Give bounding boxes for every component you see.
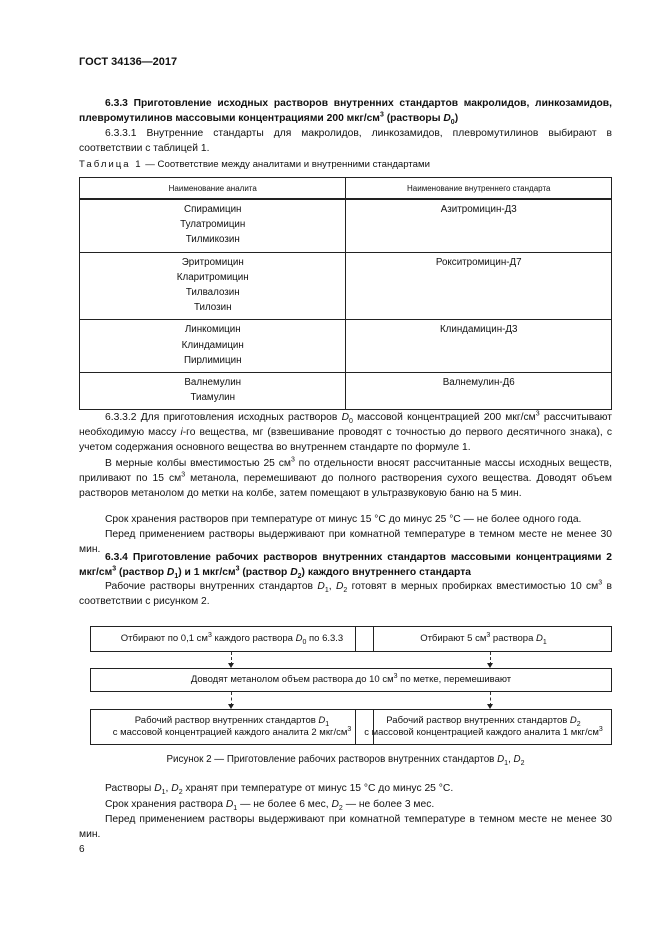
analyte-name: Тиамулин: [190, 392, 236, 404]
flow-step-take-d0: Отбирают по 0,1 $см^3$ каждого раствора $D_0$ по 6.3.3: [90, 626, 374, 652]
flow-result-d2: Рабочий раствор внутренних стандартов $D_2$ с массовой концентрацией каждого аналита 1 мкг/$см^3$: [355, 709, 612, 745]
table-row: [80, 320, 612, 373]
column-header-analyte: Наименование аналита: [80, 178, 346, 200]
standard-cell: [346, 373, 612, 410]
table-1: [79, 177, 612, 410]
analyte-name: Тилозин: [193, 302, 232, 314]
analyte-cell: [80, 320, 346, 373]
analyte-name: Тилвалозин: [185, 287, 240, 299]
paragraph-storage-temperature: Растворы $D_1$, $D_2$ хранят при температуре от минус 15 °С до минус 25 °С.: [105, 783, 454, 797]
document-header: ГОСТ 34136—2017: [79, 56, 178, 68]
flow-result-d1: Рабочий раствор внутренних стандартов $D_1$ с массовой концентрацией каждого аналита 2 мкг/$см^3$: [90, 709, 374, 745]
section-6-3-3-heading: 6.3.3 Приготовление исходных растворов внутренних стандартов макролидов, линкозамидов, плевромутилинов массовыми концентрациями 200 мкг/$см^3$ (растворы $D_0$): [79, 98, 612, 127]
flow-step-take-d1: Отбирают 5 $см^3$ раствора $D_1$: [355, 626, 612, 652]
standard-name: Азитромицин-Д3: [440, 204, 517, 215]
flow-step-dilute: Доводят метанолом объем раствора до 10 $см^3$ по метке, перемешивают: [90, 668, 612, 692]
paragraph-6-3-3-2: 6.3.3.2 Для приготовления исходных растворов $D_0$ массовой концентрацией 200 мкг/$см^3$ рассчитывают необходимую массу i-го вещества, мг (взвешивание проводят с точностью до первого десятичного знака), с учетом содержания основного вещества во внутреннем стандарте по формуле 1.: [79, 410, 613, 453]
paragraph-6-3-4-1: Рабочие растворы внутренних стандартов $D_1$, $D_2$ готовят в мерных пробирках вместимостью 10 $см^3$ в соответствии с рисунком 2.: [79, 579, 612, 607]
standard-cell: [346, 199, 612, 252]
analyte-name: Тилмикозин: [185, 234, 240, 246]
page-number: 6: [79, 844, 85, 855]
paragraph-storage: Срок хранения растворов при температуре от минус 15 °С до минус 25 °С — не более одного года.: [105, 514, 582, 525]
paragraph-conditioning: Перед применением растворы выдерживают при комнатной температуре в темном месте не менее 30 мин.: [79, 529, 612, 555]
standard-name: Валнемулин-Д6: [442, 377, 515, 389]
table-row: [80, 373, 612, 410]
analyte-cell: [80, 199, 346, 252]
paragraph-6-3-3-1: 6.3.3.1 Внутренние стандарты для макролидов, линкозамидов, плевромутилинов выбирают в соответствии с таблицей 1.: [79, 128, 612, 154]
standard-cell: [346, 252, 612, 320]
analyte-name: Валнемулин: [184, 377, 242, 389]
standard-name: Рокситромицин-Д7: [435, 256, 522, 268]
table-caption: Таблица 1 — Соответствие между аналитами и внутренними стандартами: [79, 159, 430, 170]
analyte-cell: [80, 373, 346, 410]
standard-name: Клиндамицин-Д3: [439, 324, 518, 336]
column-header-standard: Наименование внутреннего стандарта: [346, 178, 612, 200]
paragraph-shelf-life: Срок хранения раствора $D_1$ — не более 6 мес, $D_2$ — не более 3 мес.: [105, 799, 435, 813]
table-row: [80, 199, 612, 252]
analyte-name: Клиндамицин: [181, 339, 244, 351]
analyte-name: Пирлимицин: [183, 354, 242, 366]
analyte-name: Линкомицин: [184, 324, 241, 336]
analyte-cell: [80, 252, 346, 320]
analyte-name: Эритромицин: [181, 256, 244, 268]
paragraph-volumetric-flasks: В мерные колбы вместимостью 25 $см^3$ по отдельности вносят рассчитанные массы исходных веществ, приливают по 15 $см^3$ метанола, перемешивают до полного растворения сухого вещества. Доводят объем растворов метанолом до метки на колбе, затем помещают в ультразвуковую баню на 5 мин.: [79, 456, 612, 499]
analyte-name: Спирамицин: [184, 204, 242, 215]
table-row: [80, 252, 612, 320]
figure-caption: Рисунок 2 — Приготовление рабочих растворов внутренних стандартов $D_1$, $D_2$: [166, 754, 525, 767]
standard-cell: [346, 320, 612, 373]
analyte-name: Тулатромицин: [180, 219, 246, 231]
analyte-name: Кларитромицин: [176, 271, 249, 283]
section-6-3-4-heading: 6.3.4 Приготовление рабочих растворов внутренних стандартов массовыми концентрациями 2 мкг/$см^3$ (раствор $D_1$) и 1 мкг/$см^3$ (раствор $D_2$) каждого внутреннего стандарта: [79, 552, 612, 581]
paragraph-final-conditioning: Перед применением растворы выдерживают при комнатной температуре в темном месте не менее 30 мин.: [79, 814, 612, 840]
